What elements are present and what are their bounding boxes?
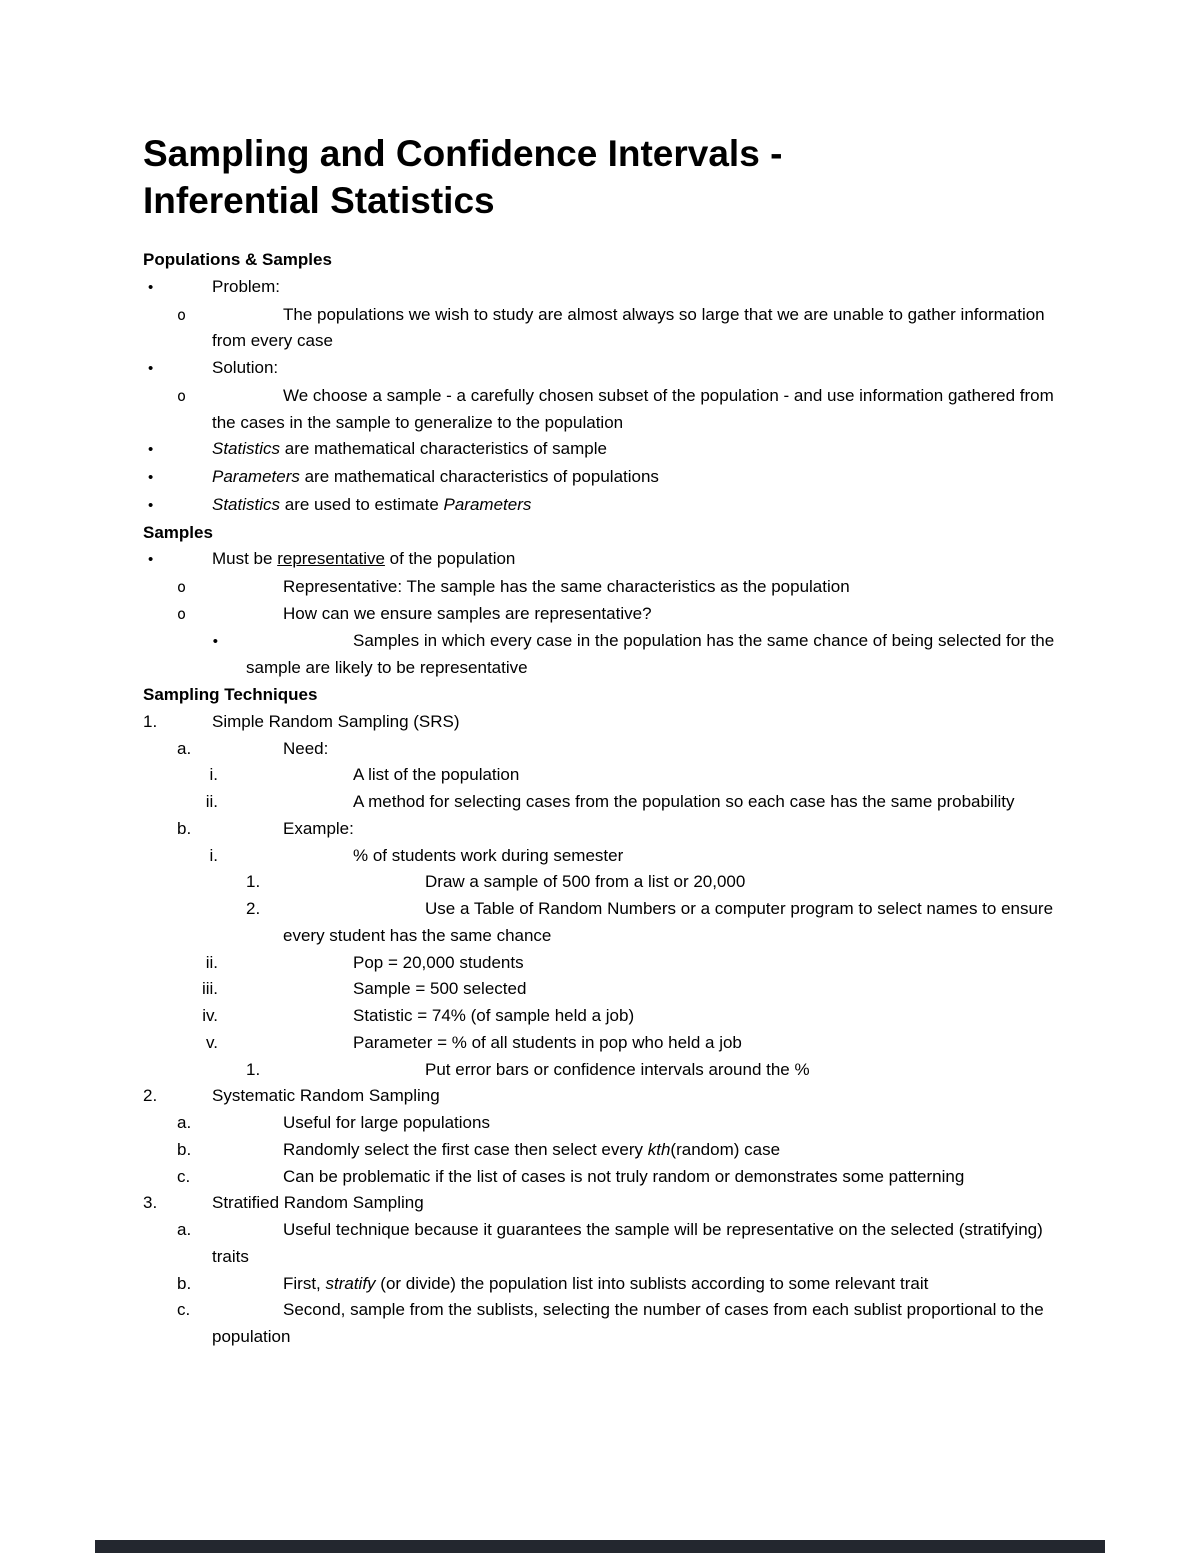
list-item — [143, 1190, 1059, 1217]
line-text — [353, 1006, 634, 1025]
list-item — [143, 709, 1059, 736]
list-item — [143, 1057, 1059, 1084]
text-segment: (random) case — [670, 1139, 781, 1159]
number-marker — [200, 950, 353, 977]
marker-glyph: o — [177, 604, 187, 623]
text-segment: The populations we wish to study are almost always so large that we are unable to gather information from every case — [212, 304, 1045, 351]
bullet-marker — [200, 628, 353, 656]
number-marker — [200, 789, 353, 816]
list-item — [143, 464, 1059, 492]
list-item — [143, 976, 1059, 1003]
line-text — [283, 739, 328, 758]
text-segment: Put error bars or confidence intervals around the % — [425, 1059, 810, 1079]
document-title — [143, 130, 1059, 224]
text-segment: are mathematical characteristics of sample — [280, 439, 607, 459]
text-segment: % of students work during semester — [353, 845, 624, 865]
text-segment: representative — [277, 549, 385, 569]
line-text — [246, 631, 1054, 678]
text-segment: A list of the population — [353, 765, 520, 785]
text-segment: Randomly select the first case then select every — [283, 1139, 648, 1159]
text-segment: Parameters — [443, 494, 532, 514]
text-segment: Parameter = % of all students in pop who held a job — [353, 1032, 742, 1052]
text-segment: Useful for large populations — [283, 1113, 490, 1132]
list-item — [143, 302, 1059, 356]
list-item — [143, 546, 1059, 574]
text-segment: Statistics — [212, 494, 281, 514]
marker-glyph: ii. — [205, 952, 218, 972]
line-text — [283, 1140, 780, 1159]
line-text — [143, 523, 213, 542]
marker-glyph: 2. — [143, 1086, 158, 1106]
marker-glyph: 3. — [143, 1193, 158, 1213]
bullet-marker — [143, 436, 212, 464]
list-item — [143, 736, 1059, 763]
marker-glyph: b. — [177, 1273, 192, 1293]
text-segment: are used to estimate — [280, 494, 444, 514]
section-heading — [143, 247, 1059, 274]
circle-marker — [177, 601, 283, 628]
marker-glyph: o — [177, 386, 187, 405]
section-heading — [143, 682, 1059, 709]
list-item — [143, 1217, 1059, 1271]
text-segment: Sampling and Confidence Intervals - — [143, 133, 783, 174]
marker-glyph: b. — [177, 818, 192, 838]
text-segment: Useful technique because it guarantees the sample will be representative on the selected (stratifying) traits — [212, 1220, 1043, 1266]
number-marker — [177, 1137, 283, 1164]
number-marker — [200, 843, 353, 870]
number-marker — [200, 976, 353, 1003]
list-item — [143, 628, 1059, 683]
list-item — [143, 383, 1059, 437]
line-text — [353, 979, 526, 998]
marker-glyph: 2. — [246, 899, 261, 918]
text-segment: Simple Random Sampling (SRS) — [212, 711, 460, 731]
text-segment: kth — [647, 1139, 671, 1159]
marker-glyph: c. — [177, 1166, 191, 1186]
marker-glyph: • — [148, 551, 154, 569]
line-text — [283, 577, 850, 596]
marker-glyph: o — [177, 305, 187, 324]
text-segment: Draw a sample of 500 from a list or 20,000 — [425, 872, 746, 892]
line-text — [425, 872, 745, 891]
list-item — [143, 843, 1059, 870]
text-segment: Use a Table of Random Numbers or a computer program to select names to ensure every student has the same chance — [283, 899, 1054, 945]
marker-glyph: ii. — [205, 792, 218, 811]
bullet-marker — [143, 355, 212, 383]
number-marker — [143, 1190, 212, 1217]
marker-glyph: a. — [177, 738, 192, 758]
marker-glyph: a. — [177, 1113, 192, 1132]
text-segment: Need: — [283, 738, 329, 758]
marker-glyph: o — [177, 578, 187, 596]
list-item — [143, 896, 1059, 950]
text-segment: (or divide) the population list into sublists according to some relevant trait — [375, 1273, 929, 1293]
list-item — [143, 355, 1059, 383]
marker-glyph: • — [148, 278, 154, 296]
list-item — [143, 789, 1059, 816]
number-marker — [246, 1057, 425, 1084]
text-segment: Statistic = 74% (of sample held a job) — [353, 1006, 635, 1025]
text-segment: We choose a sample - a carefully chosen subset of the population - and use information gathered from the cases in the sample to generalize to the population — [212, 385, 1054, 432]
marker-glyph: c. — [177, 1300, 191, 1320]
text-segment: Problem: — [212, 276, 281, 296]
line-text — [212, 358, 278, 377]
text-segment: Example: — [283, 818, 354, 838]
title-text — [143, 133, 782, 221]
bullet-marker — [143, 546, 212, 574]
marker-glyph: 1. — [143, 711, 158, 731]
line-text — [212, 1086, 440, 1105]
line-text — [353, 1033, 742, 1052]
text-segment: Systematic Random Sampling — [212, 1086, 440, 1106]
list-item — [143, 869, 1059, 896]
marker-glyph: iii. — [201, 979, 218, 999]
line-text — [283, 1274, 928, 1293]
marker-glyph: 1. — [246, 872, 261, 892]
number-marker — [246, 869, 425, 896]
line-text — [425, 1060, 810, 1079]
document-content — [143, 130, 1059, 1351]
line-text — [143, 250, 332, 269]
list-item — [143, 1271, 1059, 1298]
circle-marker — [177, 302, 283, 329]
circle-marker — [177, 383, 283, 410]
marker-glyph: • — [148, 441, 154, 459]
text-segment: stratify — [325, 1273, 376, 1293]
marker-glyph: iv. — [202, 1006, 218, 1025]
list-item — [143, 601, 1059, 628]
next-page-edge — [95, 1540, 1105, 1553]
text-segment: Pop = 20,000 students — [353, 952, 524, 972]
number-marker — [177, 736, 283, 763]
list-item — [143, 492, 1059, 520]
circle-marker — [177, 574, 283, 601]
line-text — [212, 549, 515, 568]
text-segment: How can we ensure samples are representative? — [283, 603, 652, 623]
list-item — [143, 1083, 1059, 1110]
number-marker — [177, 1271, 283, 1298]
list-item — [143, 1030, 1059, 1057]
marker-glyph: b. — [177, 1139, 192, 1159]
number-marker — [200, 762, 353, 789]
text-segment: Samples in which every case in the population has the same chance of being selected for the sample are likely to be representative — [246, 630, 1055, 678]
list-item — [143, 274, 1059, 302]
list-item — [143, 1164, 1059, 1191]
text-segment: Inferential Statistics — [143, 180, 495, 221]
text-segment: Sampling Techniques — [143, 685, 318, 704]
number-marker — [200, 1030, 353, 1057]
marker-glyph: • — [148, 360, 154, 377]
list-item — [143, 950, 1059, 977]
marker-glyph: a. — [177, 1220, 192, 1239]
number-marker — [143, 1083, 212, 1110]
line-text — [283, 819, 354, 838]
number-marker — [177, 1217, 283, 1244]
bullet-marker — [143, 492, 212, 520]
text-segment: Populations & Samples — [143, 250, 332, 269]
text-segment: Samples — [143, 522, 213, 542]
bullet-marker — [143, 464, 212, 492]
marker-glyph: • — [212, 632, 218, 650]
line-text — [353, 846, 623, 865]
text-segment: Parameters — [212, 467, 300, 486]
section-heading — [143, 520, 1059, 547]
line-text — [212, 386, 1054, 432]
text-segment: Stratified Random Sampling — [212, 1193, 424, 1213]
text-segment: Representative: The sample has the same characteristics as the population — [283, 577, 850, 596]
line-text — [353, 765, 519, 784]
list-item — [143, 574, 1059, 601]
text-segment: Second, sample from the sublists, selecting the number of cases from each sublist proportional to the population — [212, 1300, 1044, 1346]
marker-glyph: i. — [209, 845, 218, 865]
line-text — [353, 792, 1015, 811]
number-marker — [143, 709, 212, 736]
line-text — [212, 495, 531, 514]
line-text — [353, 953, 524, 972]
number-marker — [177, 816, 283, 843]
number-marker — [177, 1297, 283, 1324]
number-marker — [246, 896, 425, 923]
number-marker — [177, 1110, 283, 1137]
marker-glyph: • — [148, 469, 154, 486]
marker-glyph: 1. — [246, 1059, 261, 1079]
marker-glyph: i. — [209, 765, 218, 785]
text-segment: of the population — [384, 549, 516, 569]
line-text — [212, 277, 280, 296]
text-segment: Sample = 500 selected — [353, 979, 527, 999]
list-item — [143, 1137, 1059, 1164]
number-marker — [200, 1003, 353, 1030]
list-item — [143, 1110, 1059, 1137]
list-item — [143, 816, 1059, 843]
line-text — [143, 685, 317, 704]
text-segment: are mathematical characteristics of populations — [299, 467, 659, 486]
line-text — [212, 1300, 1044, 1346]
marker-glyph: v. — [206, 1032, 218, 1052]
bullet-marker — [143, 274, 212, 302]
line-text — [212, 305, 1045, 351]
number-marker — [177, 1164, 283, 1191]
line-text — [212, 467, 659, 486]
text-segment: Solution: — [212, 358, 279, 377]
text-segment: First, — [283, 1273, 326, 1293]
list-item — [143, 1297, 1059, 1351]
text-segment: Can be problematic if the list of cases is not truly random or demonstrates some patterning — [283, 1166, 965, 1186]
line-text — [212, 439, 607, 458]
line-text — [283, 604, 652, 623]
text-segment: A method for selecting cases from the population so each case has the same probability — [353, 792, 1015, 811]
text-segment: Must be — [212, 549, 278, 569]
line-text — [212, 1220, 1043, 1266]
list-item — [143, 762, 1059, 789]
line-text — [283, 1167, 964, 1186]
line-text — [283, 1113, 490, 1132]
marker-glyph: • — [148, 496, 154, 514]
list-item — [143, 1003, 1059, 1030]
line-text — [212, 1193, 424, 1212]
text-segment: Statistics — [212, 439, 281, 459]
list-item — [143, 436, 1059, 464]
line-text — [212, 712, 460, 731]
